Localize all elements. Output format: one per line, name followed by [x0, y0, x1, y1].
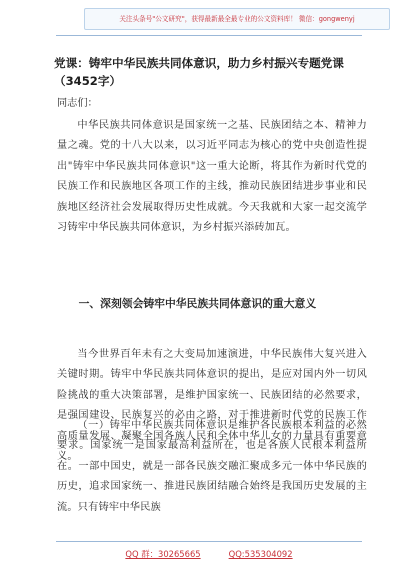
- qq-group-link[interactable]: QQ 群：30265665: [125, 549, 201, 559]
- qq-link[interactable]: QQ:535304092: [228, 549, 293, 559]
- footer-divider: [56, 541, 362, 542]
- greeting: 同志们：: [57, 98, 98, 109]
- footer-contacts: [56, 546, 362, 562]
- document-title: 党课：铸牢中华民族共同体意识，助力乡村振兴专题党课（3452字）: [54, 56, 344, 88]
- paragraph-point-one: （一）铸牢中华民族共同体意识是维护各民族根本利益的必然要求。国家统一是国家最高利益所在，也是各族人民根本利益所在。一部中国史，就是一部各民族交融汇聚成多元一体中华民族的历史，追求国家统一、推进民族团结融合始终是我国历史发展的主流。只有铸牢中华民族: [57, 420, 367, 513]
- header-banner: 关注头条号"公文研究"，获得最新最全最专业的公文资料库！ 微信：gongwenyj: [84, 8, 390, 30]
- header-divider: [56, 35, 362, 36]
- section-heading: 一、深刻领会铸牢中华民族共同体意识的重大意义: [78, 297, 317, 310]
- paragraph-intro: 中华民族共同体意识是国家统一之基、民族团结之本、精神力量之魂。党的十八大以来，以习近平同志为核心的党中央创造性提出"铸牢中华民族共同体意识"这一重大论断，将其作为新时代党的民族工作和民族地区各项工作的主线，推动民族团结进步事业和民族地区经济社会发展取得历史性成就。今天我就和大家一起交流学习铸牢中华民族共同体意识，为乡村振兴添砖加瓦。: [57, 120, 367, 234]
- paragraph-significance: 当今世界百年未有之大变局加速演进，中华民族伟大复兴进入关键时期。铸牢中华民族共同体意识的提出，是应对国内外一切风险挑战的重大决策部署，是维护国家统一、民族团结的必然要求，是强国建设、民族复兴的必由之路，对于推进新时代党的民族工作高质量发展、凝聚全国各族人民和全体中华儿女的力量具有重要意义。: [57, 349, 367, 463]
